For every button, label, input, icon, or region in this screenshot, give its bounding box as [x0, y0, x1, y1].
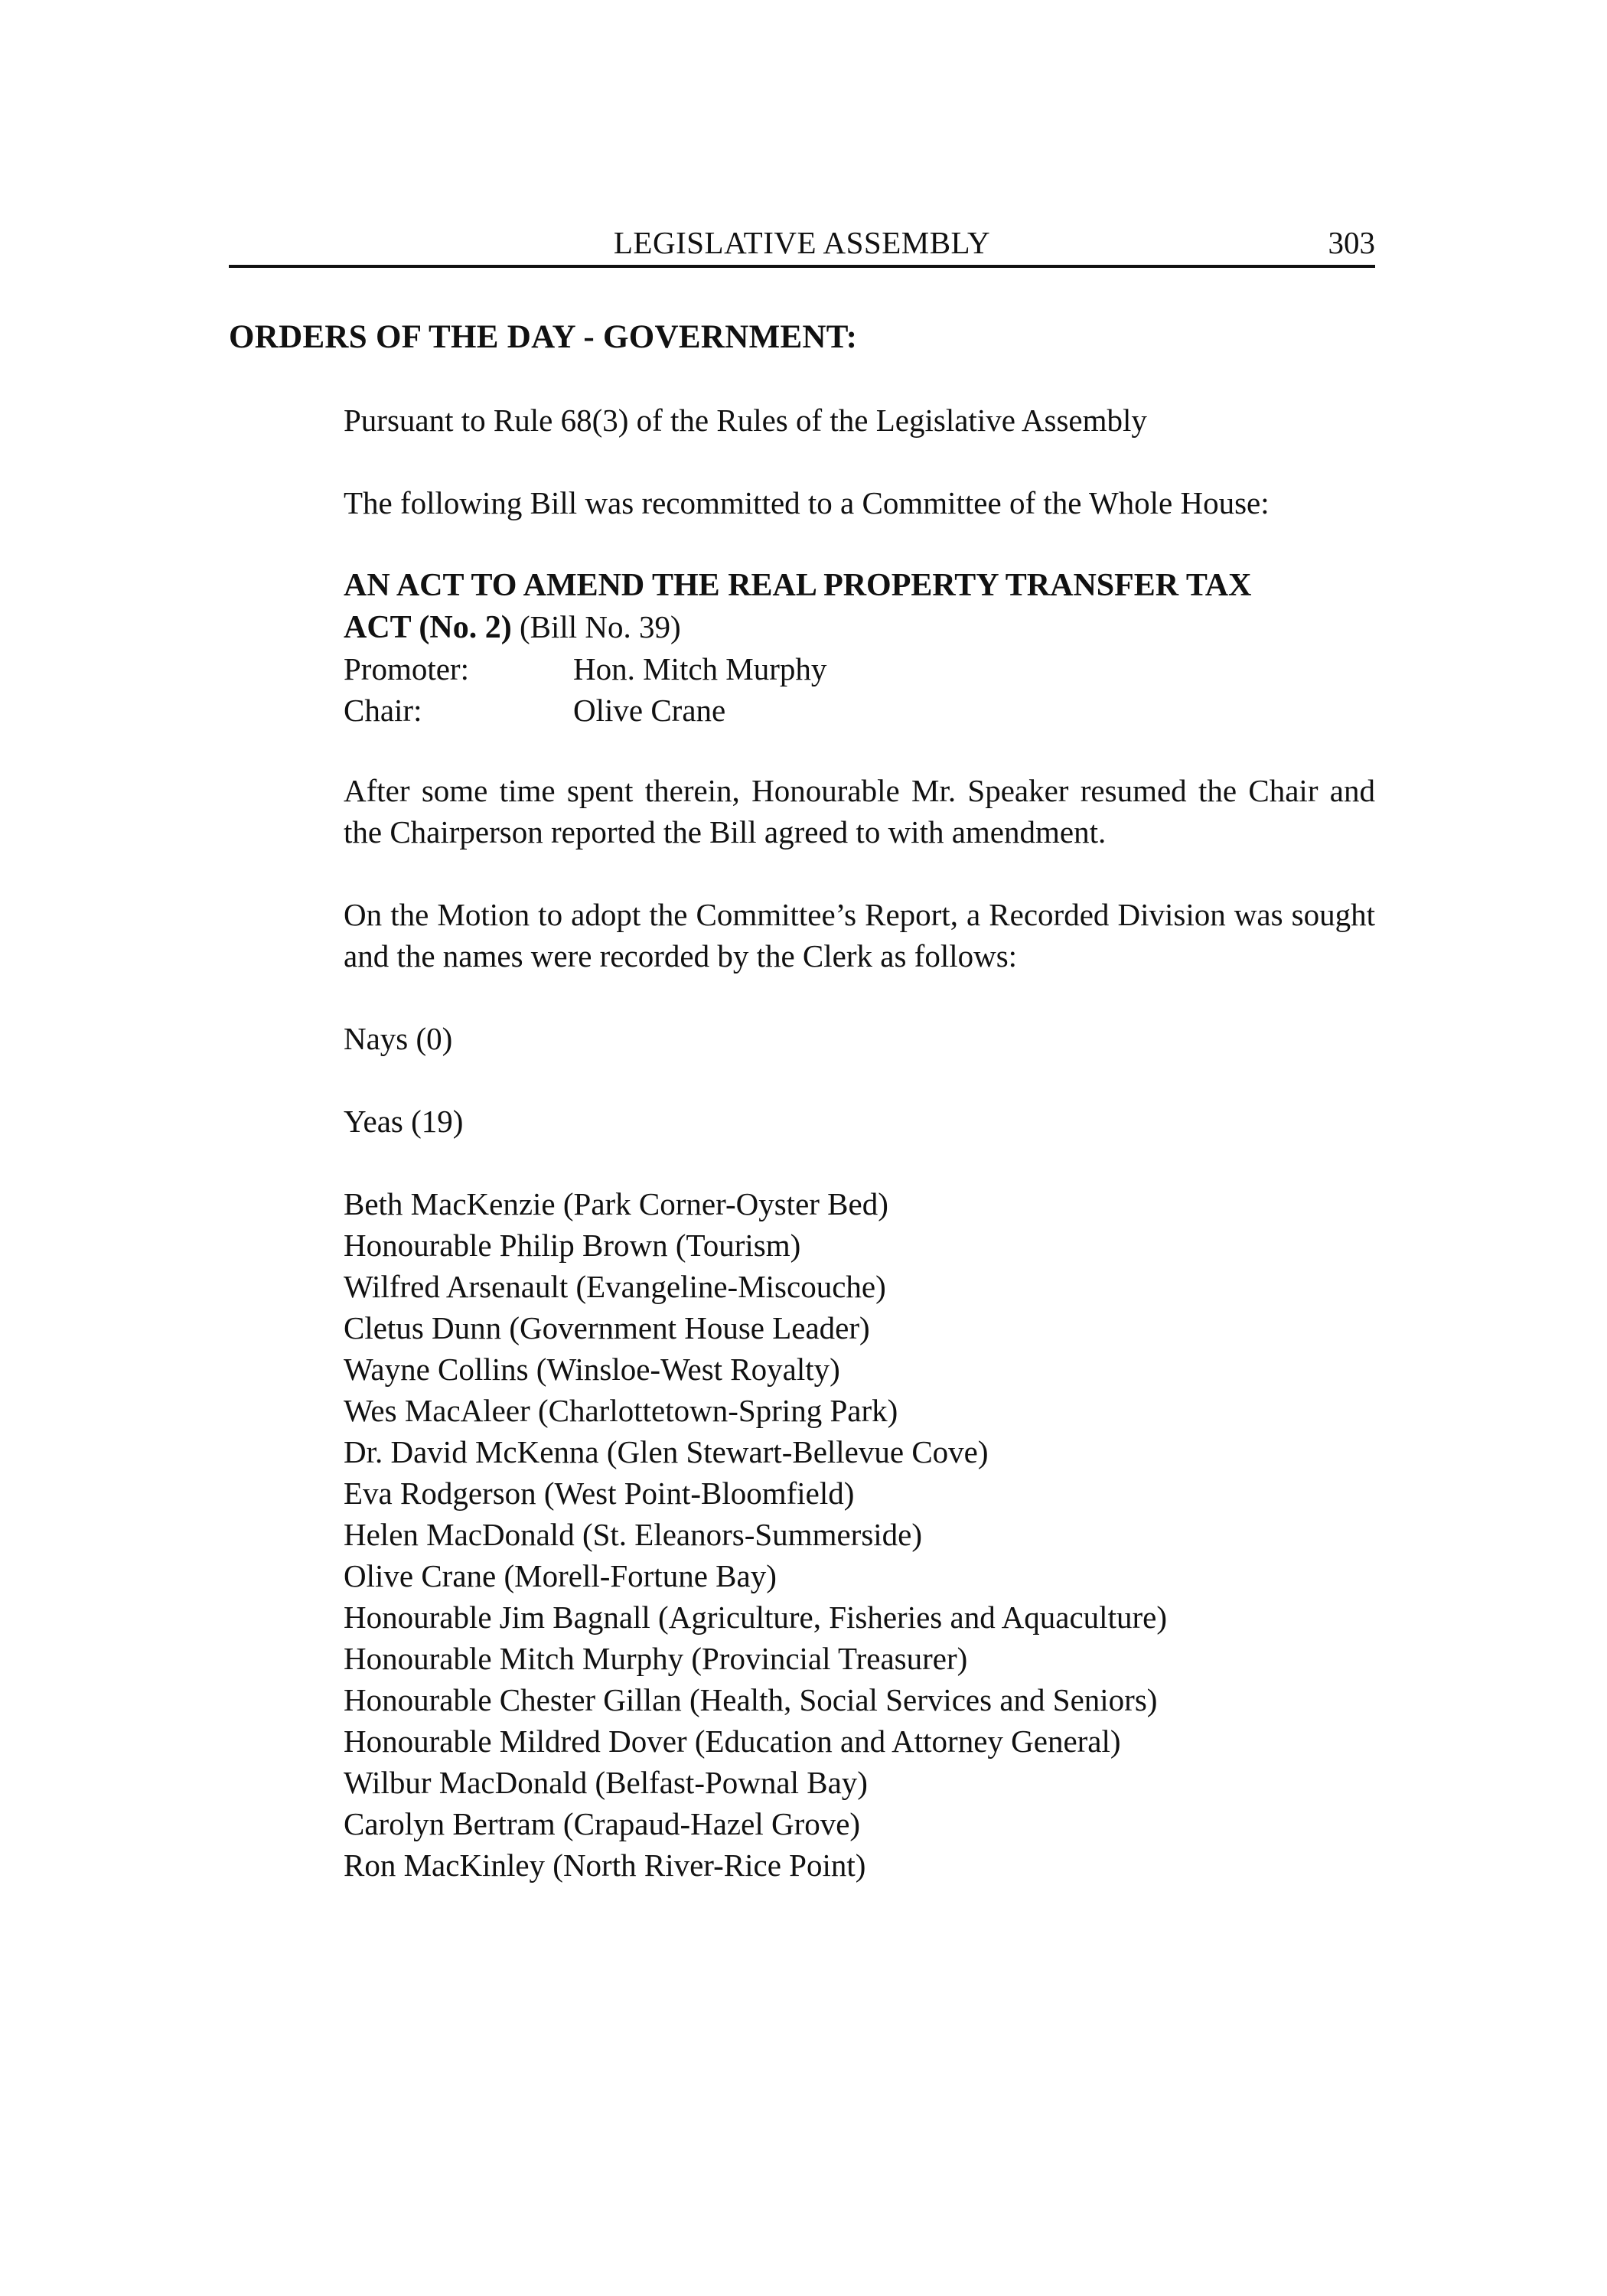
chair-row [344, 690, 1375, 731]
yeas-member-item: Wes MacAleer (Charlottetown-Spring Park) [344, 1393, 898, 1428]
committee-report-paragraph [344, 770, 1375, 853]
yeas-member-item: Honourable Chester Gillan (Health, Social Services and Seniors) [344, 1682, 1158, 1717]
promoter-label: Promoter: [344, 651, 469, 687]
page-header [229, 222, 1375, 268]
promoter-value: Hon. Mitch Murphy [573, 651, 827, 687]
yeas-member-item: Helen MacDonald (St. Eleanors-Summerside) [344, 1517, 923, 1552]
recommitted-paragraph [344, 482, 1375, 523]
bill-block [344, 565, 1375, 731]
rule-paragraph [344, 400, 1375, 441]
yeas-paragraph [344, 1101, 1375, 1142]
yeas-member-item: Eva Rodgerson (West Point-Bloomfield) [344, 1476, 855, 1511]
motion-paragraph [344, 894, 1375, 977]
page-number: 303 [1328, 225, 1375, 260]
yeas-member-item: Cletus Dunn (Government House Leader) [344, 1310, 870, 1345]
yeas-label: Yeas (19) [344, 1104, 464, 1139]
header-title: LEGISLATIVE ASSEMBLY [613, 225, 991, 260]
rule-line: Pursuant to Rule 68(3) of the Rules of the Legislative Assembly [344, 403, 1147, 438]
motion-text: On the Motion to adopt the Committee’s Report, a Recorded Division was sought and the names were recorded by the Clerk as follows: [344, 897, 1375, 974]
bill-title-line2-bold: ACT (No. 2) [344, 610, 512, 645]
yeas-members-list [344, 1183, 1375, 1886]
chair-label: Chair: [344, 693, 422, 728]
bill-title-line2 [344, 606, 1375, 648]
yeas-member-item: Olive Crane (Morell-Fortune Bay) [344, 1558, 777, 1593]
yeas-member-item: Beth MacKenzie (Park Corner-Oyster Bed) [344, 1186, 888, 1221]
yeas-member-item: Honourable Mitch Murphy (Provincial Treasurer) [344, 1641, 968, 1676]
nays-paragraph [344, 1018, 1375, 1059]
yeas-member-item: Honourable Jim Bagnall (Agriculture, Fisheries and Aquaculture) [344, 1600, 1167, 1635]
section-heading: ORDERS OF THE DAY - GOVERNMENT: [229, 319, 858, 355]
nays-label: Nays (0) [344, 1021, 453, 1056]
yeas-members-block [344, 1183, 1375, 1886]
chair-value: Olive Crane [573, 693, 726, 728]
yeas-member-item: Ron MacKinley (North River-Rice Point) [344, 1848, 866, 1883]
yeas-member-item: Honourable Mildred Dover (Education and Attorney General) [344, 1724, 1121, 1759]
committee-report-text: After some time spent therein, Honourable Mr. Speaker resumed the Chair and the Chairperson reported the Bill agreed to with amendment. [344, 773, 1375, 850]
bill-number: (Bill No. 39) [519, 609, 681, 644]
promoter-row [344, 648, 1375, 690]
recommitted-line: The following Bill was recommitted to a Committee of the Whole House: [344, 485, 1270, 520]
yeas-member-item: Wayne Collins (Winsloe-West Royalty) [344, 1352, 840, 1387]
yeas-member-item: Wilbur MacDonald (Belfast-Pownal Bay) [344, 1765, 868, 1800]
yeas-member-item: Wilfred Arsenault (Evangeline-Miscouche) [344, 1269, 886, 1304]
bill-title-line1: AN ACT TO AMEND THE REAL PROPERTY TRANSFER TAX [344, 568, 1252, 603]
yeas-member-item: Honourable Philip Brown (Tourism) [344, 1228, 801, 1263]
yeas-member-item: Carolyn Bertram (Crapaud-Hazel Grove) [344, 1806, 861, 1841]
yeas-member-item: Dr. David McKenna (Glen Stewart-Bellevue Cove) [344, 1434, 989, 1469]
